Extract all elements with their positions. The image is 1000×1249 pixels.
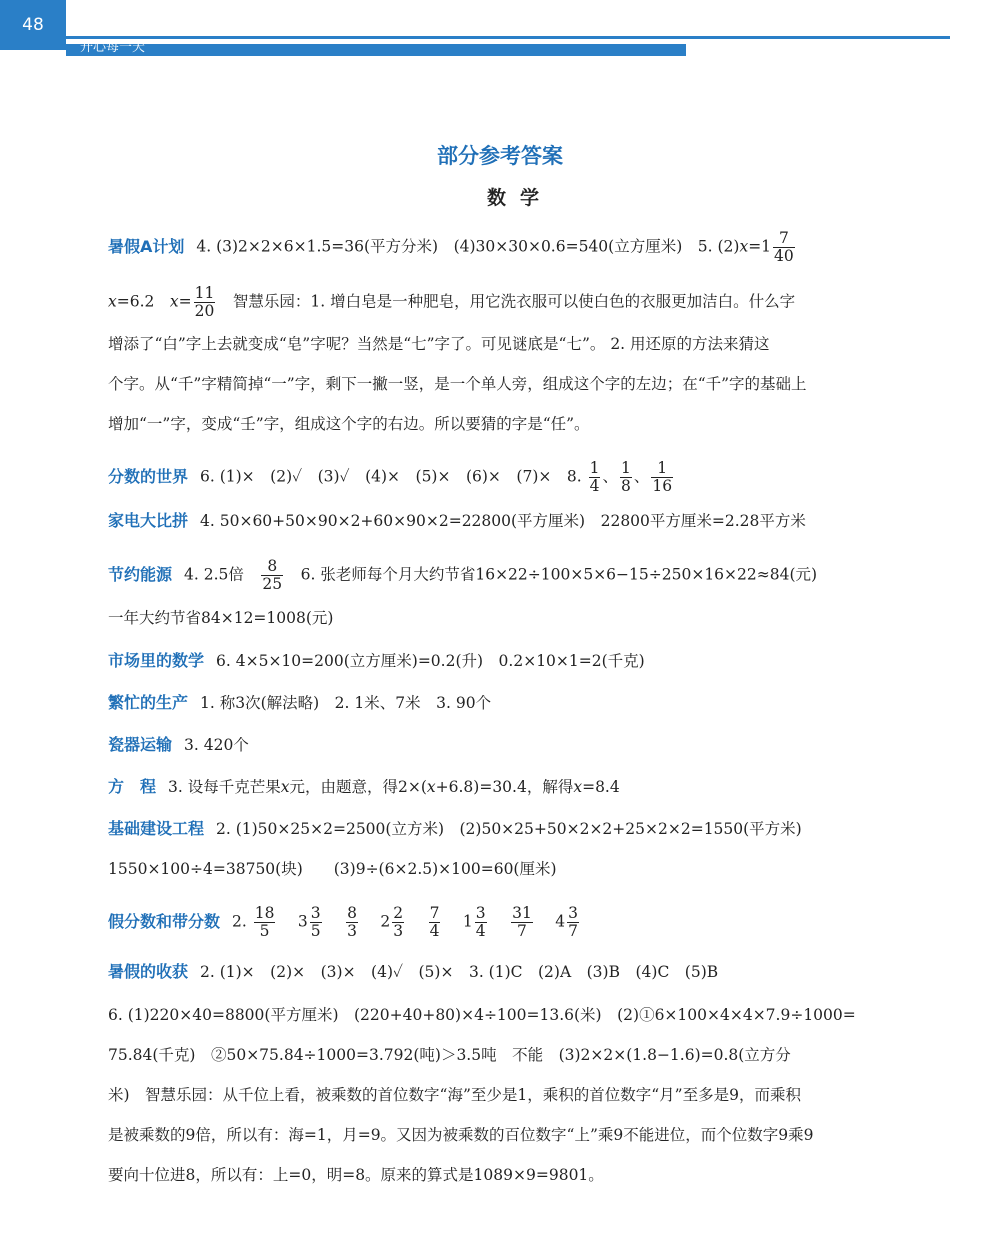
fraction: $\frac{18}{5}$ [254, 904, 275, 940]
answer-line: 繁忙的生产 1. 称3次(解法略) 2. 1米、7米 3. 90个 [108, 693, 492, 712]
subject-title: 数学 [486, 187, 553, 209]
answer-line: 家电大比拼 4. 50×60+50×90×2+60×90×2=22800(平方厘米) 22800平方厘米=2.28平方米 [108, 511, 806, 530]
section-label: 基础建设工程 [108, 819, 205, 838]
fraction: $\frac{1}{8}$ [620, 459, 631, 495]
answer-line: 75.84(千克) ②50×75.84÷1000=3.792(吨)＞3.5吨 不能 (3)2×2×(1.8−1.6)=0.8(立方分 [108, 1046, 791, 1064]
section-label: 暑假的收获 [108, 962, 189, 981]
fraction: $\frac{8}{3}$ [347, 904, 357, 940]
series-title: 开心每一天 [80, 40, 146, 55]
answer-line: 是被乘数的9倍，所以有：海=1，月=9。又因为被乘数的百位数字“上”乘9不能进位，而个位数字9乘9 [108, 1126, 814, 1144]
page-number: 48 [0, 0, 66, 50]
answer-line: 个字。从“千”字精简掉“一”字，剩下一撇一竖，是一个单人旁，组成这个字的左边；在“千”字的基础上 [108, 375, 807, 393]
answer-line: 6. (1)220×40=8800(平方厘米) (220+40+80)×4÷100=13.6(米) (2)①6×100×4×4×7.9÷1000= [108, 1006, 856, 1024]
answer-line: 暑假A计划 4. (3)2×2×6×1.5=36(平方分米) (4)30×30×0.6=540(立方厘米) 5. (2)x=1 $\frac{7}{40}$ [108, 229, 794, 265]
answer-line: 节约能源 4. 2.5倍 $\frac{8}{25}$ 6. 张老师每个月大约节省16×22÷100×5×6−15÷250×16×22≈84(元) [108, 557, 818, 593]
answer-line: 方 程 3. 设每千克芒果x元，由题意，得2×(x+6.8)=30.4，解得x=8.4 [108, 777, 620, 796]
section-label: 节约能源 [108, 564, 173, 584]
answer-line: 市场里的数学 6. 4×5×10=200(立方厘米)=0.2(升) 0.2×10×1=2(千克) [108, 651, 645, 670]
section-label: 繁忙的生产 [108, 693, 189, 712]
answer-line: 要向十位进8，所以有：上=0，明=8。原来的算式是1089×9=9801。 [108, 1166, 604, 1184]
answer-line: 假分数和带分数 2. $\frac{18}{5}$ 3 $\frac{3}{5}$ $\frac{8}{3}$ 2 $\frac{2}{3}$ $\frac{7}{4}$ 1 $\frac{3}{4}$ $\frac{31}{7}$ 4 $\frac{3}{7}$ [108, 904, 579, 940]
fraction: $\frac{31}{7}$ [512, 904, 532, 940]
fraction: $\frac{1}{4}$ [589, 459, 600, 495]
answer-line: 增加“一”字，变成“壬”字，组成这个字的右边。所以要猜的字是“任”。 [108, 415, 590, 433]
fraction: $\frac{11}{20}$ [194, 284, 215, 320]
fraction: $\frac{1}{16}$ [652, 459, 673, 495]
fraction: $\frac{7}{40}$ [774, 229, 794, 265]
section-label: 分数的世界 [108, 466, 189, 486]
answer-line: 米) 智慧乐园：从千位上看，被乘数的首位数字“海”至少是1，乘积的首位数字“月”至多是9，而乘积 [108, 1086, 801, 1104]
section-label: 市场里的数学 [108, 651, 205, 670]
section-label: 方 程 [108, 777, 157, 796]
fraction: $\frac{3}{4}$ [475, 904, 486, 940]
answer-line: x=6.2 x= $\frac{11}{20}$ 智慧乐园：1. 增白皂是一种肥皂，用它洗衣服可以使白色的衣服更加洁白。什么字 [108, 284, 796, 320]
fraction: $\frac{3}{7}$ [568, 904, 579, 940]
answer-line: 暑假的收获 2. (1)× (2)× (3)× (4)✓ (5)× 3. (1)C (2)A (3)B (4)C (5)B [108, 962, 719, 981]
answer-line: 增添了“白”字上去就变成“皂”字呢？当然是“七”字了。可见谜底是“七”。 2. 用还原的方法来猜这 [108, 335, 770, 353]
answer-line: 基础建设工程 2. (1)50×25×2=2500(立方米) (2)50×25+50×2×2+25×2×2=1550(平方米) [108, 819, 802, 838]
fraction: $\frac{3}{5}$ [310, 904, 321, 940]
section-label: 瓷器运输 [108, 735, 173, 754]
header-line [66, 36, 950, 39]
header-bar [66, 44, 686, 56]
fraction: $\frac{2}{3}$ [393, 904, 404, 940]
page-title: 部分参考答案 [437, 144, 563, 168]
answer-line: 瓷器运输 3. 420个 [108, 735, 249, 754]
answer-line: 分数的世界 6. (1)× (2)✓ (3)✓ (4)× (5)× (6)× (7)× 8. $\frac{1}{4}$ 、 $\frac{1}{8}$ 、 $\frac{1}{16}$ [108, 459, 673, 495]
section-label: 假分数和带分数 [108, 911, 221, 931]
answer-line: 1550×100÷4=38750(块) (3)9÷(6×2.5)×100=60(厘米) [108, 860, 557, 878]
fraction: $\frac{8}{25}$ [262, 557, 283, 593]
answer-line: 一年大约节省84×12=1008(元) [108, 609, 334, 627]
fraction: $\frac{7}{4}$ [429, 904, 440, 940]
section-label: 暑假A计划 [108, 236, 185, 256]
section-label: 家电大比拼 [108, 511, 189, 530]
